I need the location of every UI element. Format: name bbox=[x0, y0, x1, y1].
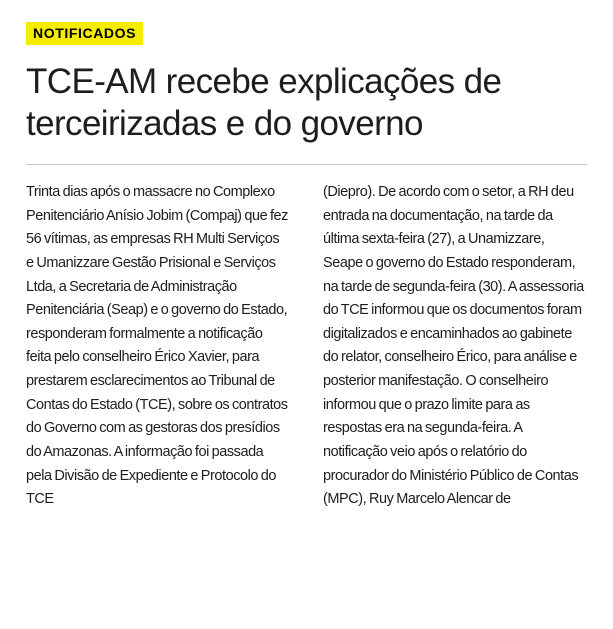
article-column-right bbox=[323, 181, 586, 512]
headline-divider bbox=[26, 164, 587, 165]
kicker-container bbox=[26, 22, 587, 45]
article-column-left bbox=[26, 181, 289, 512]
column-text: Trinta dias após o massacre no Complexo Penitenciário Anísio Jobim (Compaj) que fez 56 vítimas, as empresas RH Multi Serviços e Umanizzare Gestão Prisional e Serviços Ltda, a Secretaria de Administração Penitenciária (Seap) e o governo do Estado, responderam formalmente a notificação feita pelo conselheiro Érico Xavier, para prestarem esclarecimentos ao Tribunal de Contas do Estado (TCE), sobre os contratos do Governo com as gestoras dos presídios do Amazonas. A informação foi passada pela Divisão de Expediente e Protocolo do TCE bbox=[26, 184, 288, 508]
article-headline: TCE-AM recebe explicações de terceirizadas e do governo bbox=[26, 61, 502, 144]
article-body bbox=[26, 181, 587, 512]
column-text: (Diepro). De acordo com o setor, a RH deu entrada na documentação, na tarde da última sexta-feira (27), a Unamizzare, Seape o governo do Estado responderam, na tarde de segunda-feira (30). A assessoria do TCE informou que os documentos foram digitalizados e encaminhados ao gabinete do relator, conselheiro Érico, para análise e posterior manifestação. O conselheiro informou que o prazo limite para as respostas era na segunda-feira. A notificação veio após o relatório do procurador do Ministério Público de Contas (MPC), Ruy Marcelo Alencar de bbox=[323, 184, 584, 508]
article-kicker: NOTIFICADOS bbox=[26, 22, 143, 45]
